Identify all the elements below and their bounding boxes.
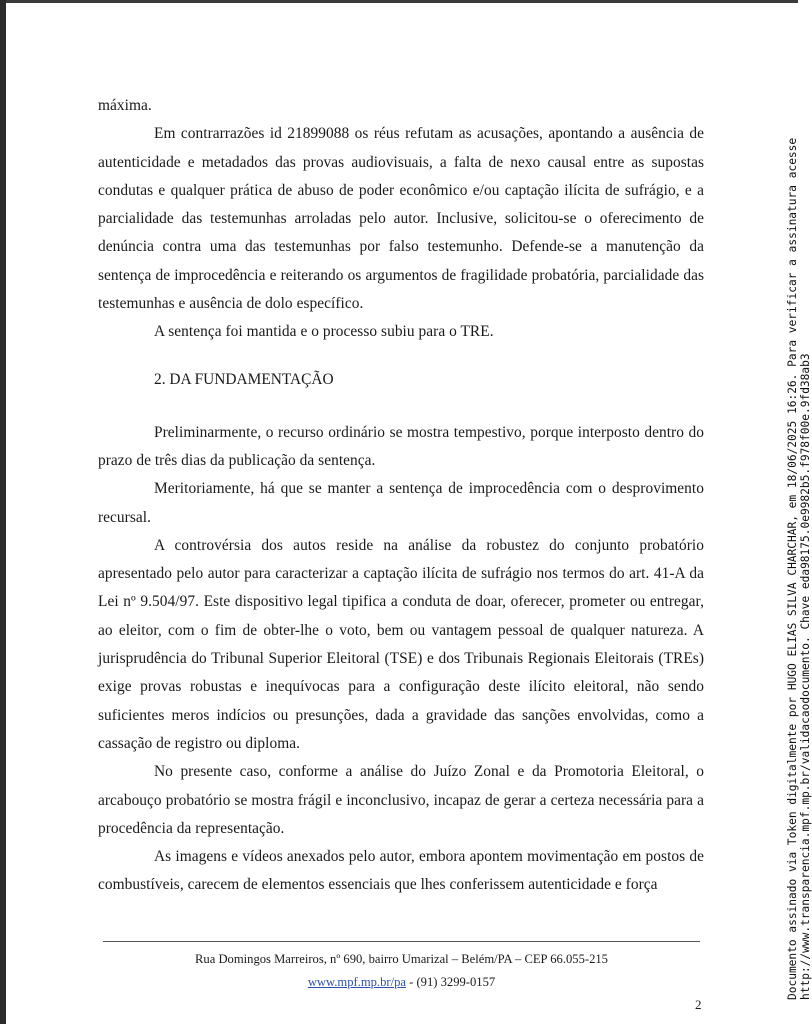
spacer	[98, 394, 704, 419]
footer-divider	[103, 941, 700, 942]
window-top-edge	[0, 0, 798, 3]
paragraph-imagens-videos: As imagens e vídeos anexados pelo autor, embora apontem movimentação em postos de combustíveis, carecem de elementos essenciais que lhes conferissem autenticidade e força	[98, 848, 704, 894]
spacer	[98, 347, 704, 366]
paragraph-continuation: máxima.	[98, 97, 152, 114]
page-number: 2	[695, 997, 702, 1012]
signature-stamp-line-2: http://www.transparencia.mpf.mp.br/validacaodocumento. Chave eda98175.0e9982b5.f978f00e.9fd38ab3	[799, 353, 812, 1000]
window-left-edge	[0, 0, 6, 1024]
paragraph-presente-caso: No presente caso, conforme a análise do Juízo Zonal e da Promotoria Eleitoral, o arcabouço probatório se mostra frágil e inconclusivo, incapaz de gerar a certeza necessária para a procedência da representação.	[98, 763, 704, 837]
signature-stamp-line-1: Documento assinado via Token digitalmente por HUGO ELIAS SILVA CHARCHAR, em 18/06/2025 16:26. Para verificar a assinatura acesse	[786, 137, 799, 1000]
footer-address: Rua Domingos Marreiros, nº 690, bairro Umarizal – Belém/PA – CEP 66.055-215	[195, 952, 608, 966]
footer-contact	[103, 975, 700, 990]
paragraph-meritoriamente: Meritoriamente, há que se manter a sentença de improcedência com o desprovimento recursal.	[98, 480, 704, 526]
paragraph-contrarrazoes: Em contrarrazões id 21899088 os réus refutam as acusações, apontando a ausência de autenticidade e metadados das provas audiovisuais, a falta de nexo causal entre as supostas condutas e qualquer prática de abuso de poder econômico e/ou captação ilícita de sufrágio, e a parcialidade das testemunhas arroladas pelo autor. Inclusive, solicitou-se o oferecimento de denúncia contra uma das testemunhas por falso testemunho. Defende-se a manutenção da sentença de improcedência e reiterando os argumentos de fragilidade probatória, parcialidade das testemunhas e ausência de dolo específico.	[98, 125, 704, 313]
footer-website-link[interactable]: www.mpf.mp.br/pa	[307, 975, 406, 989]
digital-signature-stamp	[786, 137, 812, 1000]
paragraph-sentenca-mantida: A sentença foi mantida e o processo subiu para o TRE.	[154, 323, 494, 341]
section-heading: 2. DA FUNDAMENTAÇÃO	[154, 370, 334, 388]
document-page-body	[98, 92, 704, 900]
paragraph-preliminar: Preliminarmente, o recurso ordinário se mostra tempestivo, porque interposto dentro do prazo de três dias da publicação da sentença.	[98, 423, 704, 469]
footer-phone: - (91) 3299-0157	[405, 975, 496, 989]
paragraph-controversia: A controvérsia dos autos reside na análise da robustez do conjunto probatório apresentado pelo autor para caracterizar a captação ilícita de sufrágio nos termos do art. 41-A da Lei nº 9.504/97. Este dispositivo legal tipifica a conduta de doar, oferecer, prometer ou entregar, ao eleitor, com o fim de obter-lhe o voto, bem ou vantagem pessoal de qualquer natureza. A jurisprudência do Tribunal Superior Eleitoral (TSE) e dos Tribunais Regionais Eleitorais (TREs) exige provas robustas e inequívocas para a configuração deste ilícito eleitoral, não sendo suficientes meros indícios ou presunções, dada a gravidade das sanções envolvidas, como a cassação de registro ou diploma.	[98, 536, 704, 752]
